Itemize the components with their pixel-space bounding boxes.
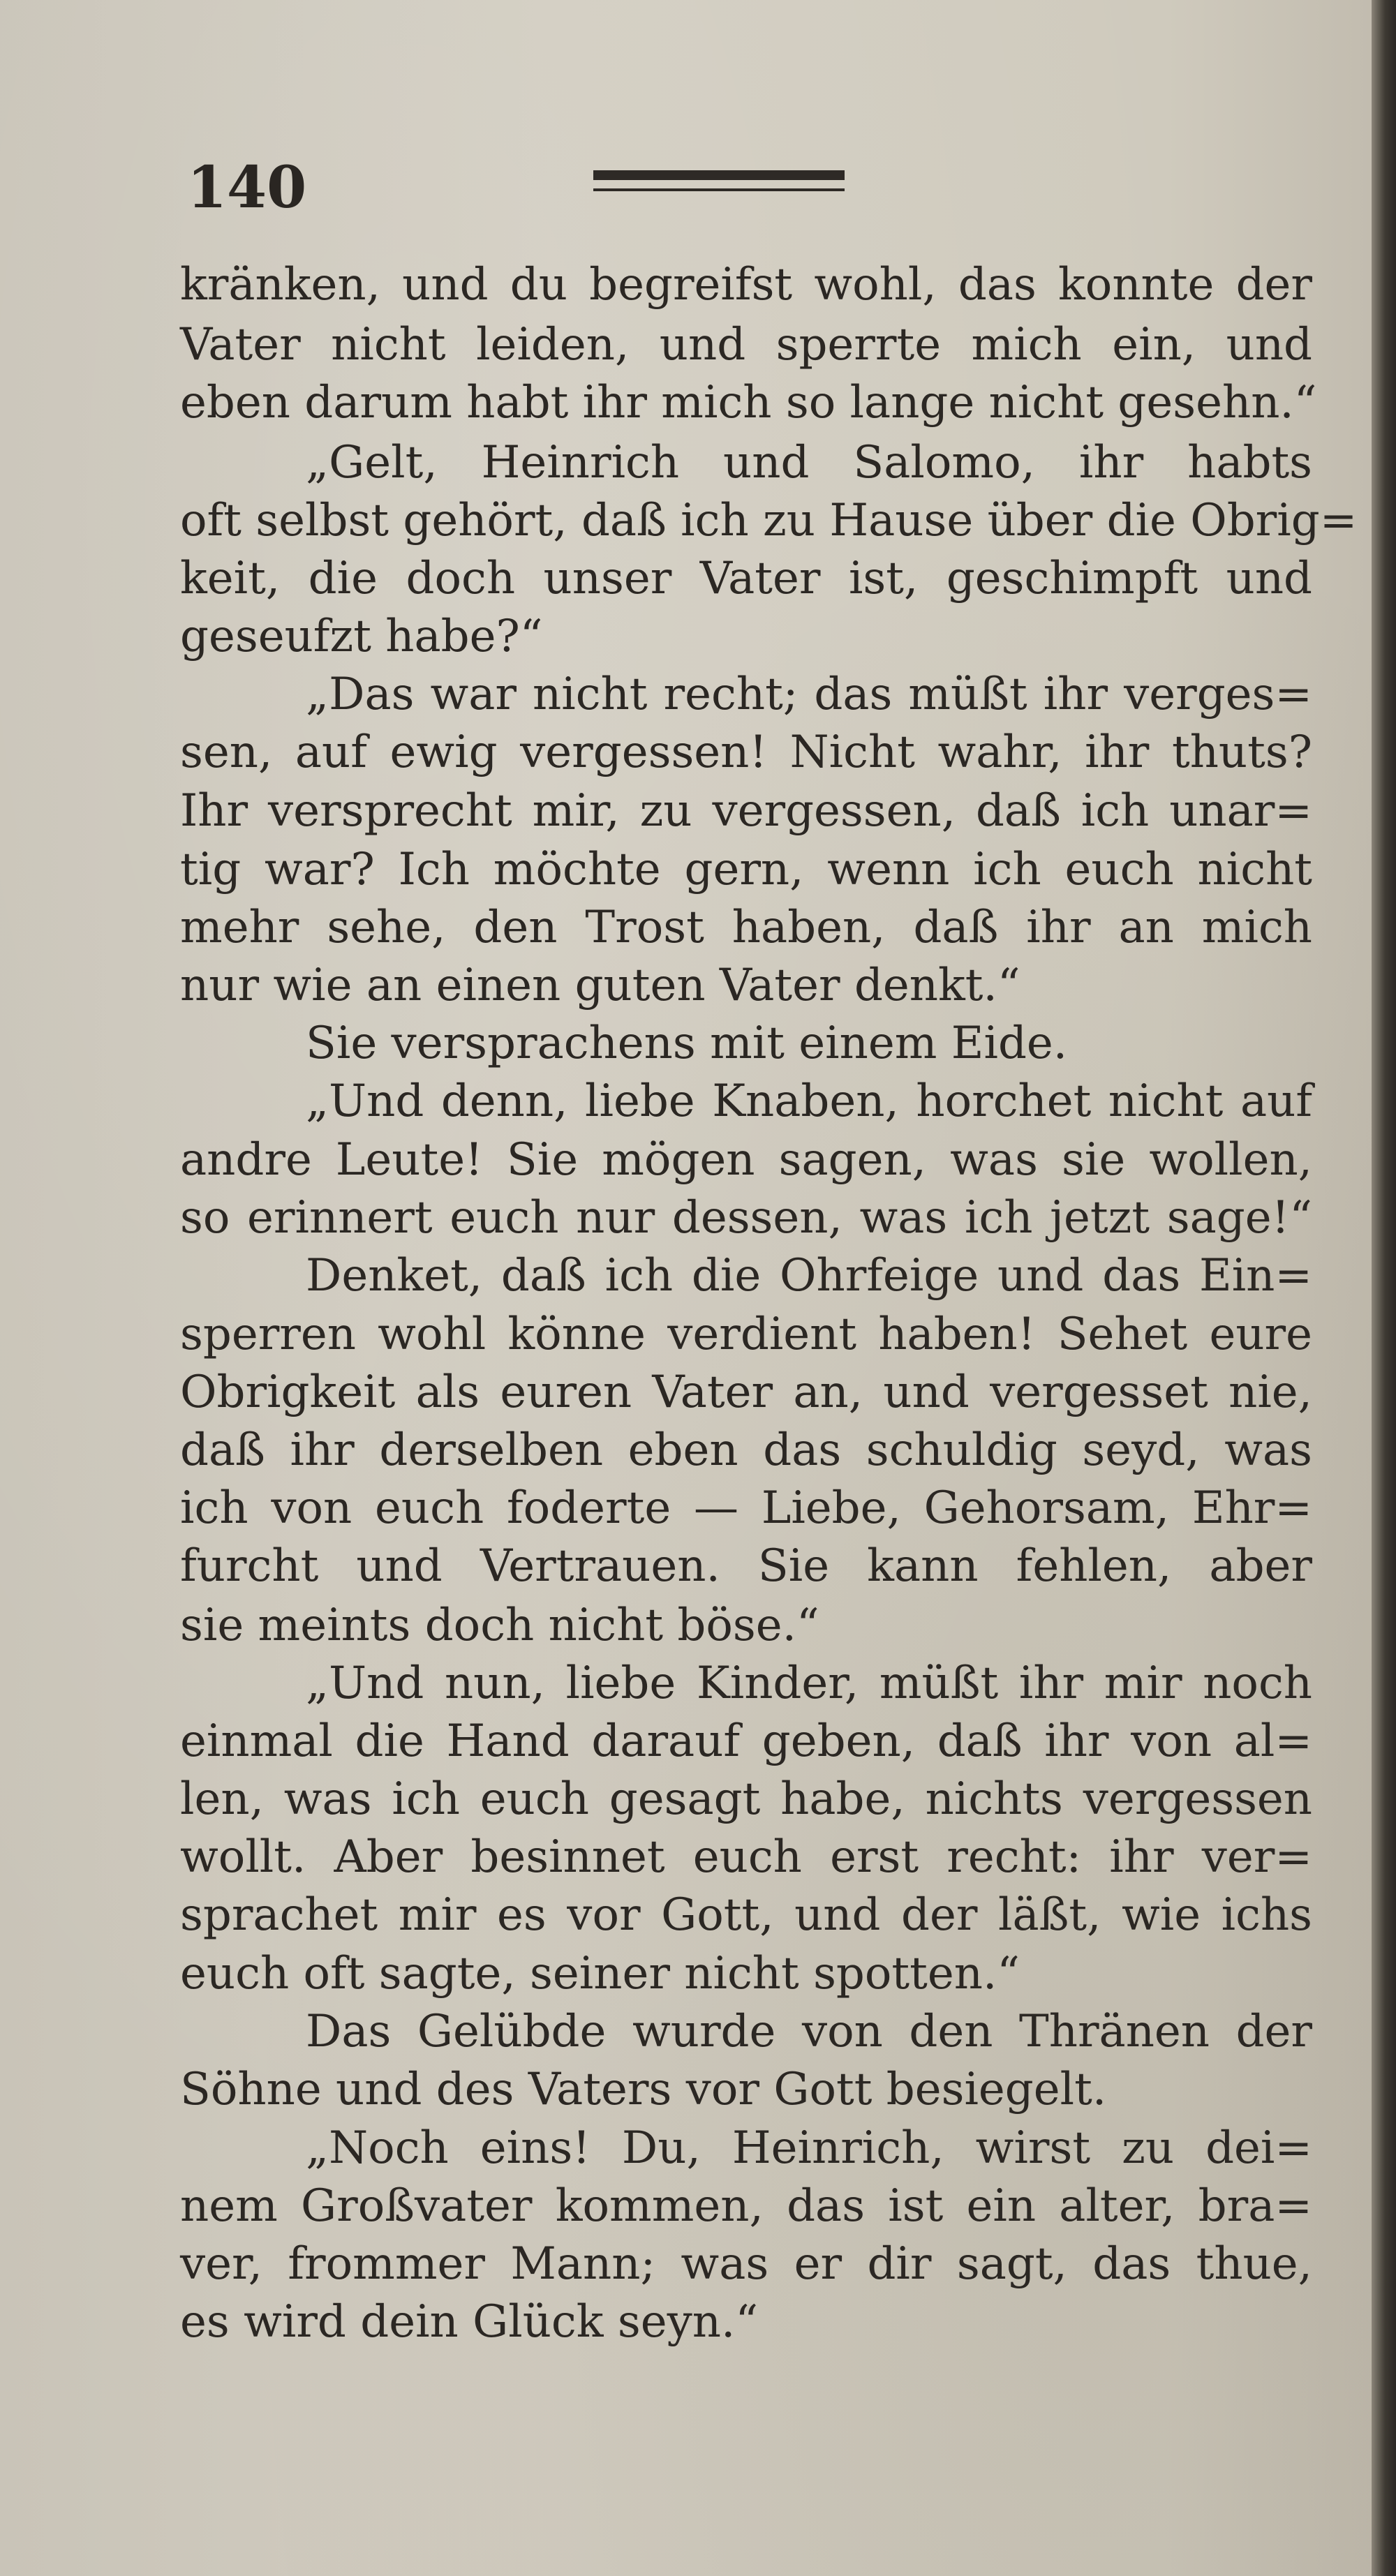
text-line: wollt. Aber besinnet euch erst recht: ihr ver=: [180, 1831, 1312, 1883]
text-line: „Und denn, liebe Knaben, horchet nicht auf: [306, 1075, 1312, 1127]
text-line: Das Gelübde wurde von den Thränen der: [306, 2006, 1312, 2057]
text-line: sie meints doch nicht böse.“: [180, 1600, 819, 1651]
text-line: „Gelt, Heinrich und Salomo, ihr habts: [306, 437, 1312, 489]
text-line: kränken, und du begreifst wohl, das konnte der: [180, 259, 1312, 311]
text-line: es wird dein Glück seyn.“: [180, 2296, 759, 2348]
text-line: Denket, daß ich die Ohrfeige und das Ein=: [306, 1250, 1312, 1302]
text-line: Vater nicht leiden, und sperrte mich ein, und: [180, 319, 1312, 371]
text-line: furcht und Vertrauen. Sie kann fehlen, aber: [180, 1540, 1312, 1592]
text-line: „Noch eins! Du, Heinrich, wirst zu dei=: [306, 2122, 1312, 2174]
text-line: sen, auf ewig vergessen! Nicht wahr, ihr thuts?: [180, 727, 1312, 778]
text-line: einmal die Hand darauf geben, daß ihr von al=: [180, 1715, 1312, 1767]
book-gutter-shadow: [1372, 0, 1396, 2576]
text-line: mehr sehe, den Trost haben, daß ihr an mich: [180, 902, 1312, 953]
text-line: so erinnert euch nur dessen, was ich jetzt sage!“: [180, 1192, 1312, 1244]
text-line: sperren wohl könne verdient haben! Sehet eure: [180, 1309, 1312, 1360]
text-line: eben darum habt ihr mich so lange nicht gesehn.“: [180, 377, 1317, 429]
text-line: euch oft sagte, seiner nicht spotten.“: [180, 1948, 1020, 2000]
text-line: andre Leute! Sie mögen sagen, was sie wollen,: [180, 1134, 1312, 1186]
text-line: nem Großvater kommen, das ist ein alter, bra=: [180, 2180, 1312, 2232]
text-line: oft selbst gehört, daß ich zu Hause über die Obrig=: [180, 495, 1358, 546]
text-line: ich von euch foderte — Liebe, Gehorsam, Ehr=: [180, 1482, 1312, 1534]
text-line: len, was ich euch gesagt habe, nichts vergessen: [180, 1773, 1312, 1825]
text-line: tig war? Ich möchte gern, wenn ich euch nicht: [180, 844, 1312, 895]
text-line: „Das war nicht recht; das müßt ihr verges=: [306, 669, 1312, 720]
text-line: ver, frommer Mann; was er dir sagt, das thue,: [180, 2238, 1312, 2290]
text-line: daß ihr derselben eben das schuldig seyd, was: [180, 1424, 1312, 1476]
text-line: Sie versprachens mit einem Eide.: [306, 1018, 1068, 1069]
text-line: geseufzt habe?“: [180, 611, 543, 662]
text-line: Ihr versprecht mir, zu vergessen, daß ich unar=: [180, 785, 1312, 837]
text-line: keit, die doch unser Vater ist, geschimpft und: [180, 553, 1312, 604]
text-line: Söhne und des Vaters vor Gott besiegelt.: [180, 2064, 1107, 2115]
page-number: 140: [187, 154, 307, 221]
text-line: „Und nun, liebe Kinder, müßt ihr mir noch: [306, 1658, 1312, 1709]
text-line: Obrigkeit als euren Vater an, und vergesset nie,: [180, 1367, 1312, 1418]
text-line: sprachet mir es vor Gott, und der läßt, wie ichs: [180, 1889, 1312, 1941]
text-line: nur wie an einen guten Vater denkt.“: [180, 960, 1020, 1011]
